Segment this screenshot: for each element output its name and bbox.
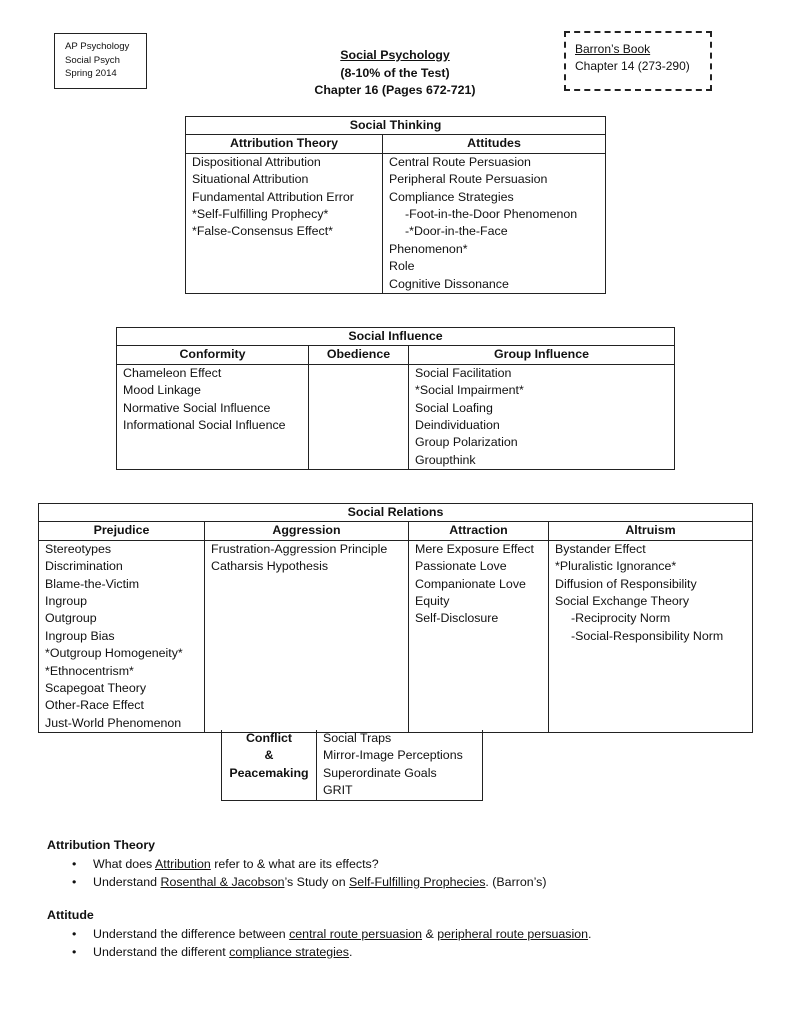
table-title: Social Thinking — [186, 117, 606, 135]
list-item: -Foot-in-the-Door Phenomenon — [405, 207, 578, 222]
list-item: *Pluralistic Ignorance* — [555, 559, 677, 574]
list-item: Social Loafing — [415, 400, 493, 415]
attraction-cell — [409, 540, 549, 732]
list-item: Mere Exposure Effect — [415, 541, 534, 556]
list-item: Informational Social Influence — [123, 418, 286, 433]
list-item: Phenomenon* — [389, 241, 468, 256]
title-main: Social Psychology — [340, 48, 450, 62]
list-item: Compliance Strategies — [389, 189, 514, 204]
list-item: Passionate Love — [415, 559, 507, 574]
list-item: Dispositional Attribution — [192, 154, 321, 169]
bullet-list — [47, 855, 767, 891]
bullet-list — [47, 925, 767, 961]
column-header: Altruism — [549, 522, 753, 540]
unit-name: Social Psych — [65, 54, 120, 66]
list-item: Ingroup — [45, 594, 88, 609]
list-item: Catharsis Hypothesis — [211, 559, 329, 574]
list-item: *False-Consensus Effect* — [192, 224, 333, 239]
list-item: GRIT — [323, 783, 353, 798]
title-weight: (8-10% of the Test) — [340, 65, 450, 80]
table-title: Social Influence — [117, 328, 675, 346]
list-item: *Social Impairment* — [415, 383, 524, 398]
list-item: -*Door-in-the-Face — [405, 224, 508, 239]
social-thinking-table — [185, 116, 606, 294]
list-item: Social Traps — [323, 731, 392, 745]
key-term: Rosenthal & Jacobson — [160, 874, 285, 889]
term: Spring 2014 — [65, 68, 117, 79]
barrons-reference-box — [564, 31, 712, 91]
column-header: Obedience — [309, 346, 409, 364]
list-item: Self-Disclosure — [415, 611, 499, 626]
list-item: *Outgroup Homogeneity* — [45, 646, 183, 661]
book-name: Barron’s Book — [575, 42, 651, 56]
list-item: Situational Attribution — [192, 172, 309, 187]
section-heading: Attitude — [47, 908, 94, 922]
social-influence-table — [116, 327, 675, 470]
list-item: Normative Social Influence — [123, 400, 271, 415]
list-item: Companionate Love — [415, 576, 526, 591]
list-item: Social Exchange Theory — [555, 594, 690, 609]
list-item: Just-World Phenomenon — [45, 715, 182, 730]
course-name: AP Psychology — [65, 41, 130, 52]
conflict-label: & — [264, 748, 274, 763]
column-header: Conformity — [117, 346, 309, 364]
list-item: Other-Race Effect — [45, 698, 144, 713]
obedience-cell — [309, 364, 409, 469]
aggression-cell — [205, 540, 409, 732]
list-item: Superordinate Goals — [323, 765, 437, 780]
key-term: compliance strategies — [229, 944, 350, 959]
attitudes-cell — [383, 153, 606, 293]
group-influence-cell — [409, 364, 675, 469]
course-info-box — [54, 33, 147, 89]
column-header: Aggression — [205, 522, 409, 540]
list-item: Mirror-Image Perceptions — [323, 748, 463, 763]
section-heading: Attribution Theory — [47, 838, 156, 852]
bullet-item: • Understand the difference between central route persuasion & peripheral route persuasion. — [93, 925, 767, 943]
attribution-cell — [186, 153, 383, 293]
list-item: Groupthink — [415, 452, 476, 467]
key-term: central route persuasion — [289, 926, 423, 941]
altruism-cell — [549, 540, 753, 732]
conformity-cell — [117, 364, 309, 469]
book-chapter: Chapter 14 (273-290) — [575, 59, 690, 73]
list-item: Deindividuation — [415, 418, 500, 433]
conflict-label-cell — [222, 730, 317, 800]
list-item: -Social-Responsibility Norm — [571, 628, 724, 643]
column-header: Attitudes — [383, 135, 606, 153]
list-item: -Reciprocity Norm — [571, 611, 671, 626]
list-item: Outgroup — [45, 611, 97, 626]
list-item: Equity — [415, 594, 450, 609]
list-item: Role — [389, 259, 415, 274]
attitude-section — [47, 907, 767, 961]
list-item: Group Polarization — [415, 435, 518, 450]
list-item: Chameleon Effect — [123, 365, 222, 380]
list-item: Stereotypes — [45, 541, 112, 556]
table-title: Social Relations — [39, 504, 753, 522]
list-item: Social Facilitation — [415, 365, 512, 380]
bullet-item: • Understand the different compliance strategies. — [93, 943, 767, 961]
bullet-item: • What does Attribution refer to & what are its effects? — [93, 855, 767, 873]
column-header: Prejudice — [39, 522, 205, 540]
page-title — [260, 47, 530, 100]
list-item: Frustration-Aggression Principle — [211, 541, 388, 556]
column-header: Attribution Theory — [186, 135, 383, 153]
list-item: *Ethnocentrism* — [45, 663, 134, 678]
list-item: Blame-the-Victim — [45, 576, 140, 591]
column-header: Group Influence — [409, 346, 675, 364]
list-item: Diffusion of Responsibility — [555, 576, 697, 591]
list-item: Scapegoat Theory — [45, 681, 147, 696]
conflict-peacemaking-table — [221, 730, 483, 801]
conflict-label: Conflict — [245, 731, 293, 745]
list-item: *Self-Fulfilling Prophecy* — [192, 207, 329, 222]
list-item: Cognitive Dissonance — [389, 276, 509, 291]
conflict-label: Peacemaking — [229, 765, 309, 780]
bullet-item: • Understand Rosenthal & Jacobson’s Study on Self-Fulfilling Prophecies. (Barron’s) — [93, 873, 767, 891]
key-term: Self-Fulfilling Prophecies — [349, 874, 486, 889]
list-item: Ingroup Bias — [45, 628, 115, 643]
column-header: Attraction — [409, 522, 549, 540]
attribution-section — [47, 837, 767, 891]
list-item: Mood Linkage — [123, 383, 201, 398]
key-term: peripheral route persuasion — [437, 926, 589, 941]
list-item: Central Route Persuasion — [389, 154, 531, 169]
conflict-items-cell — [317, 730, 483, 800]
list-item: Peripheral Route Persuasion — [389, 172, 548, 187]
key-term: Attribution — [155, 856, 211, 871]
social-relations-table — [38, 503, 753, 733]
list-item: Bystander Effect — [555, 541, 646, 556]
title-chapter: Chapter 16 (Pages 672-721) — [314, 83, 476, 97]
list-item: Discrimination — [45, 559, 123, 574]
list-item: Fundamental Attribution Error — [192, 189, 354, 204]
prejudice-cell — [39, 540, 205, 732]
